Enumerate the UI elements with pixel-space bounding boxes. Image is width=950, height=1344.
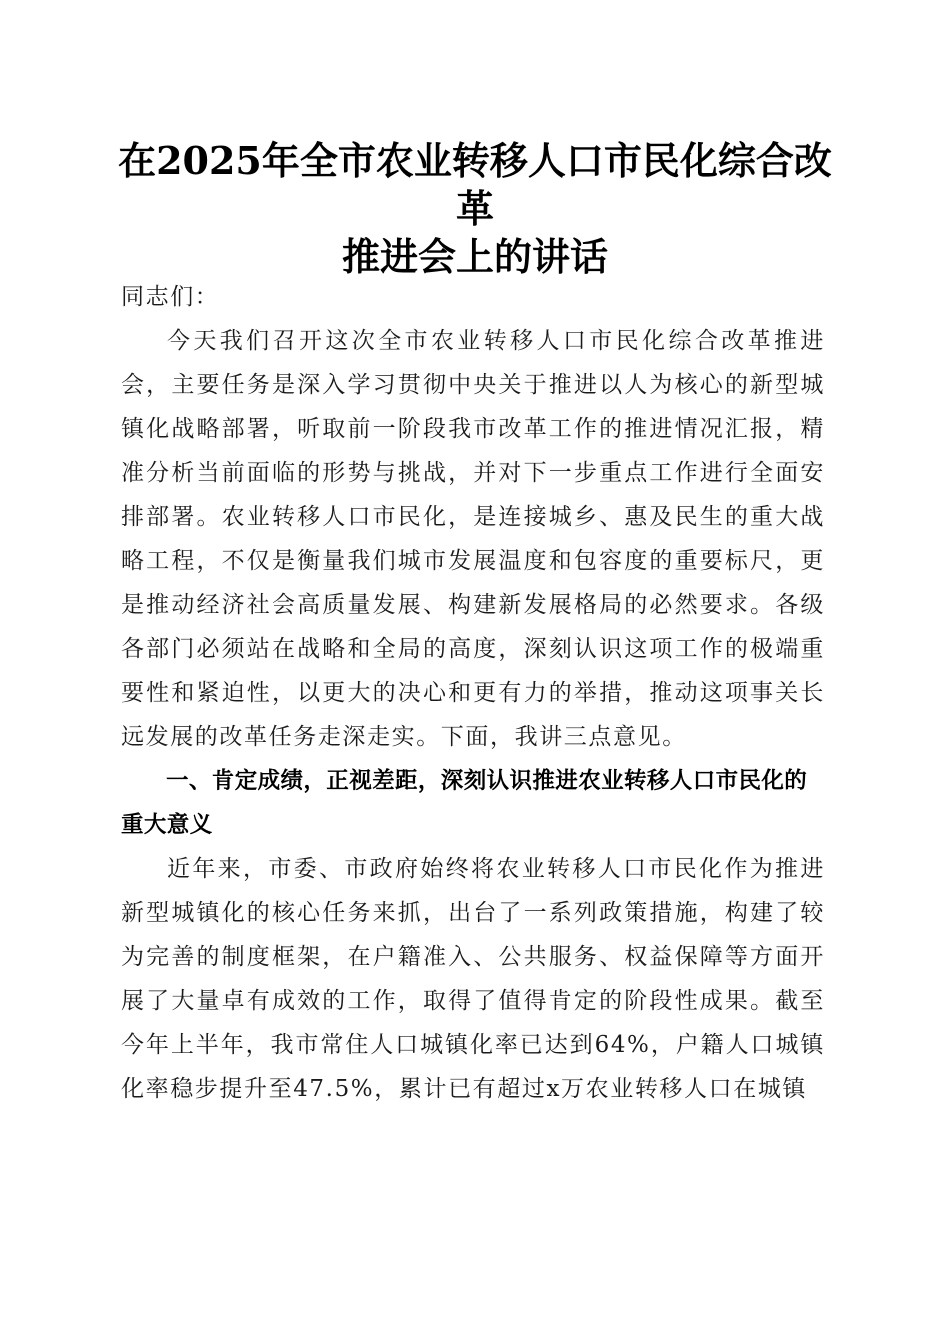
title-line-2: 推进会上的讲话 [341, 234, 608, 279]
section-paragraph: 近年来，市委、市政府始终将农业转移人口市民化作为推进新型城镇化的核心任务来抓，出台了一系列政策措施，构建了较为完善的制度框架，在户籍准入、公共服务、权益保障等方面开展了大量卓有成效的工作，取得了值得肯定的阶段性成果。截至今年上半年，我市常住人口城镇化率已达到64%，户籍人口城镇化率稳步提升至47.5%，累计已有超过x万农业转移人口在城镇 [121, 856, 825, 1102]
document-title [100, 137, 850, 281]
section-heading: 一、肯定成绩，正视差距，深刻认识推进农业转移人口市民化的重大意义 [121, 768, 808, 838]
intro-paragraph: 今天我们召开这次全市农业转移人口市民化综合改革推进会，主要任务是深入学习贯彻中央关于推进以人为核心的新型城镇化战略部署，听取前一阶段我市改革工作的推进情况汇报，精准分析当前面临的形势与挑战，并对下一步重点工作进行全面安排部署。农业转移人口市民化，是连接城乡、惠及民生的重大战略工程，不仅是衡量我们城市发展温度和包容度的重要标尺，更是推动经济社会高质量发展、构建新发展格局的必然要求。各级各部门必须站在战略和全局的高度，深刻认识这项工作的极端重要性和紧迫性，以更大的决心和更有力的举措，推动这项事关长远发展的改革任务走深走实。下面，我讲三点意见。 [121, 328, 825, 750]
document-body [121, 275, 825, 1111]
title-line-1: 在2025年全市农业转移人口市民化综合改革 [118, 138, 832, 231]
greeting: 同志们： [121, 284, 220, 310]
